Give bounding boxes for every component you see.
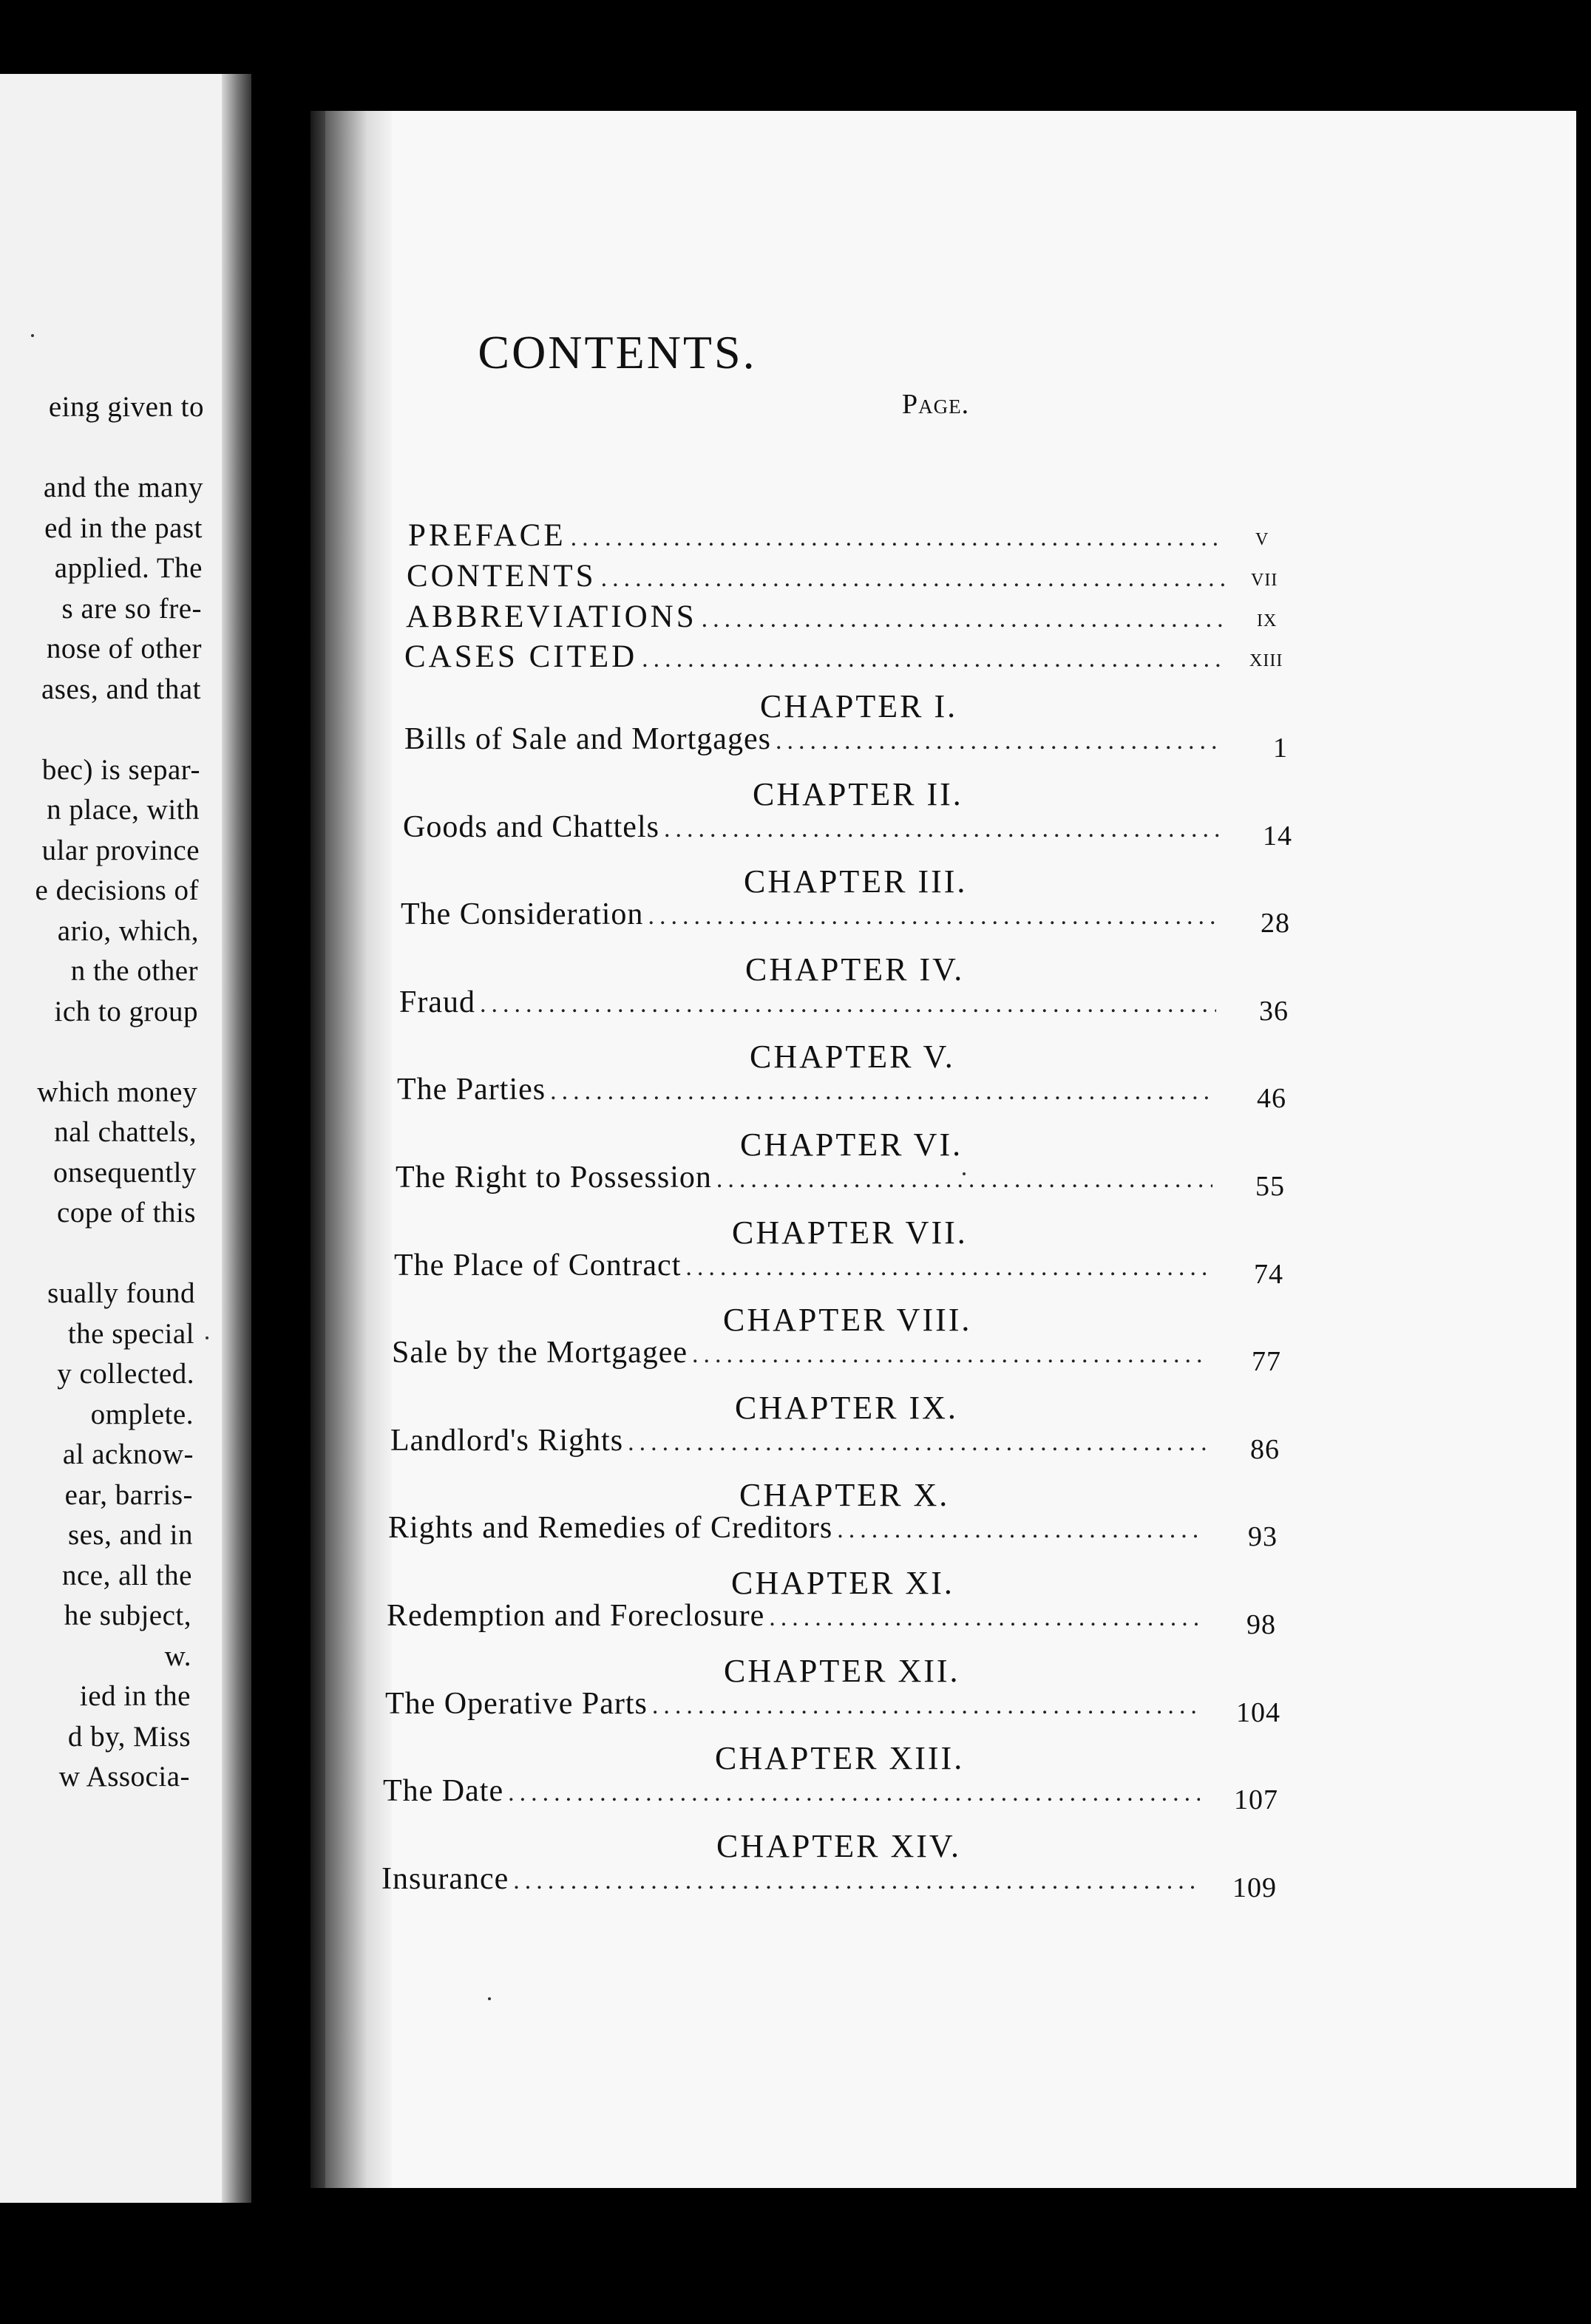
dot-leader bbox=[642, 645, 1224, 673]
previous-page-edge-shadow bbox=[222, 74, 251, 2203]
previous-page-line: al acknow- bbox=[62, 1438, 194, 1470]
dot-leader bbox=[508, 1779, 1200, 1807]
dot-leader bbox=[550, 1078, 1214, 1106]
toc-entry-title: The Place of Contract bbox=[394, 1248, 682, 1282]
previous-page-line: ed in the past bbox=[44, 512, 203, 544]
previous-page-line: ses, and in bbox=[67, 1519, 193, 1551]
toc-entry bbox=[397, 1072, 1218, 1110]
toc-entry bbox=[408, 517, 1229, 556]
toc-entry-page-number: 74 bbox=[1254, 1258, 1283, 1290]
binding-gutter-shadow bbox=[311, 111, 392, 2188]
toc-entry-title: Sale by the Mortgagee bbox=[392, 1336, 688, 1370]
speck bbox=[488, 1997, 491, 2000]
dot-leader bbox=[702, 605, 1224, 633]
previous-page-line: cope of this bbox=[57, 1197, 196, 1229]
toc-entry bbox=[390, 1423, 1212, 1461]
previous-page-line: the special bbox=[67, 1317, 194, 1350]
toc-entry-title: Rights and Remedies of Creditors bbox=[388, 1511, 833, 1546]
dot-leader bbox=[601, 565, 1224, 593]
page-title: CONTENTS. bbox=[478, 326, 757, 378]
previous-page-line: nce, all the bbox=[62, 1559, 192, 1591]
toc-entry-title: CASES CITED bbox=[404, 639, 638, 674]
chapter-heading: CHAPTER III. bbox=[744, 863, 968, 900]
chapter-heading: CHAPTER XIII. bbox=[715, 1740, 965, 1777]
previous-page-line: nal chattels, bbox=[54, 1116, 197, 1148]
previous-page-line: n place, with bbox=[47, 794, 200, 826]
toc-entry-page-number: 55 bbox=[1255, 1171, 1285, 1202]
dot-leader bbox=[692, 1341, 1209, 1369]
toc-entry-page-number: vii bbox=[1251, 564, 1278, 591]
toc-entry-title: ABBREVIATIONS bbox=[406, 599, 697, 634]
toc-entry-title: Landlord's Rights bbox=[390, 1423, 624, 1458]
previous-page-line: ich to group bbox=[54, 995, 198, 1027]
toc-entry-page-number: 107 bbox=[1234, 1784, 1278, 1816]
toc-entry-title: The Right to Possession bbox=[396, 1161, 712, 1195]
toc-entry bbox=[403, 809, 1224, 848]
page-column-heading: Page. bbox=[902, 389, 970, 420]
toc-entry bbox=[399, 985, 1221, 1023]
previous-page-line: applied. The bbox=[54, 552, 203, 584]
toc-entry bbox=[381, 1861, 1203, 1900]
toc-entry bbox=[406, 599, 1229, 637]
dot-leader bbox=[769, 1604, 1204, 1632]
toc-entry-title: The Date bbox=[383, 1774, 504, 1809]
toc-entry-title: The Operative Parts bbox=[385, 1686, 648, 1721]
dot-leader bbox=[685, 1254, 1211, 1282]
dot-leader bbox=[513, 1867, 1198, 1895]
toc-entry-title: The Parties bbox=[397, 1073, 546, 1107]
toc-entry-page-number: xiii bbox=[1249, 645, 1283, 672]
previous-page-line: ied in the bbox=[79, 1680, 191, 1712]
previous-page-line: ario, which, bbox=[57, 914, 199, 947]
toc-entry-title: Fraud bbox=[399, 985, 475, 1019]
toc-entry-page-number: 36 bbox=[1259, 995, 1289, 1027]
previous-page-line: n the other bbox=[70, 955, 198, 987]
toc-entry bbox=[401, 897, 1222, 935]
previous-page-line: w. bbox=[164, 1640, 191, 1672]
dot-leader bbox=[628, 1429, 1207, 1457]
toc-entry bbox=[394, 1248, 1215, 1286]
dot-leader bbox=[776, 727, 1221, 755]
chapter-heading: CHAPTER IX. bbox=[735, 1389, 958, 1426]
chapter-heading: CHAPTER VI. bbox=[740, 1127, 963, 1163]
dot-leader bbox=[716, 1166, 1212, 1194]
toc-entry-page-number: 77 bbox=[1252, 1346, 1281, 1378]
dot-leader bbox=[648, 903, 1218, 931]
previous-page-line: w Associa- bbox=[58, 1761, 190, 1793]
previous-page-line: ases, and that bbox=[41, 673, 201, 705]
chapter-heading: CHAPTER V. bbox=[750, 1039, 955, 1076]
previous-page-line: ear, barris- bbox=[64, 1478, 193, 1511]
toc-entry bbox=[407, 558, 1229, 597]
toc-entry bbox=[396, 1160, 1217, 1198]
previous-page-line: d by, Miss bbox=[67, 1720, 191, 1753]
speck bbox=[31, 334, 34, 337]
dot-leader bbox=[571, 524, 1224, 552]
toc-entry-title: Bills of Sale and Mortgages bbox=[404, 722, 771, 756]
toc-entry-title: Goods and Chattels bbox=[403, 809, 659, 844]
chapter-heading: CHAPTER IV. bbox=[745, 951, 965, 988]
toc-entry-title: The Consideration bbox=[401, 897, 644, 932]
toc-entry-title: Insurance bbox=[381, 1861, 509, 1896]
previous-page-line: eing given to bbox=[48, 391, 204, 423]
previous-page-line: ular province bbox=[41, 834, 200, 866]
dot-leader bbox=[837, 1516, 1205, 1544]
previous-page-line: omplete. bbox=[90, 1398, 194, 1430]
toc-entry bbox=[387, 1598, 1208, 1637]
toc-entry bbox=[404, 639, 1229, 677]
previous-page-line: and the many bbox=[43, 472, 203, 503]
previous-page-line: s are so fre- bbox=[61, 592, 202, 625]
toc-entry-page-number: 93 bbox=[1248, 1521, 1278, 1553]
toc-entry-page-number: 109 bbox=[1232, 1872, 1277, 1903]
toc-entry bbox=[388, 1510, 1210, 1549]
previous-page-line: which money bbox=[37, 1076, 197, 1108]
toc-entry bbox=[392, 1335, 1213, 1373]
toc-entry-title: PREFACE bbox=[408, 518, 566, 553]
previous-page-line: onsequently bbox=[53, 1156, 197, 1189]
previous-page-line: nose of other bbox=[46, 633, 202, 665]
toc-entry-page-number: ix bbox=[1257, 605, 1278, 632]
previous-page-line: y collected. bbox=[57, 1358, 194, 1390]
toc-entry-page-number: 46 bbox=[1257, 1083, 1286, 1115]
speck bbox=[206, 1336, 208, 1339]
chapter-heading: CHAPTER X. bbox=[739, 1477, 950, 1514]
previous-page-line: sually found bbox=[47, 1277, 195, 1309]
dot-leader bbox=[664, 815, 1220, 843]
chapter-heading: CHAPTER XIV. bbox=[716, 1827, 962, 1864]
toc-entry-page-number: 1 bbox=[1273, 733, 1288, 764]
toc-entry bbox=[385, 1686, 1207, 1725]
toc-entry bbox=[383, 1773, 1204, 1812]
toc-entry-page-number: 14 bbox=[1263, 820, 1292, 852]
toc-entry-title: Redemption and Foreclosure bbox=[387, 1599, 765, 1633]
toc-entry-page-number: v bbox=[1255, 523, 1269, 551]
toc-entry-title: CONTENTS bbox=[407, 559, 597, 594]
previous-page-line: e decisions of bbox=[35, 874, 199, 906]
dot-leader bbox=[480, 991, 1216, 1019]
dot-leader bbox=[652, 1692, 1202, 1720]
chapter-heading: CHAPTER I. bbox=[760, 688, 958, 724]
toc-entry bbox=[404, 721, 1226, 760]
toc-entry-page-number: 98 bbox=[1246, 1609, 1276, 1640]
speck bbox=[963, 1172, 966, 1175]
toc-entry-page-number: 86 bbox=[1250, 1433, 1280, 1465]
chapter-heading: CHAPTER VII. bbox=[732, 1214, 968, 1251]
chapter-heading: CHAPTER XI. bbox=[731, 1565, 954, 1601]
chapter-heading: CHAPTER II. bbox=[753, 775, 963, 812]
chapter-heading: CHAPTER VIII. bbox=[723, 1302, 972, 1339]
previous-page-line: bec) is separ- bbox=[41, 753, 200, 786]
chapter-heading: CHAPTER XII. bbox=[724, 1652, 960, 1689]
toc-entry-page-number: 104 bbox=[1236, 1696, 1280, 1728]
toc-entry-page-number: 28 bbox=[1261, 908, 1290, 940]
previous-page-line: he subject, bbox=[64, 1600, 191, 1631]
